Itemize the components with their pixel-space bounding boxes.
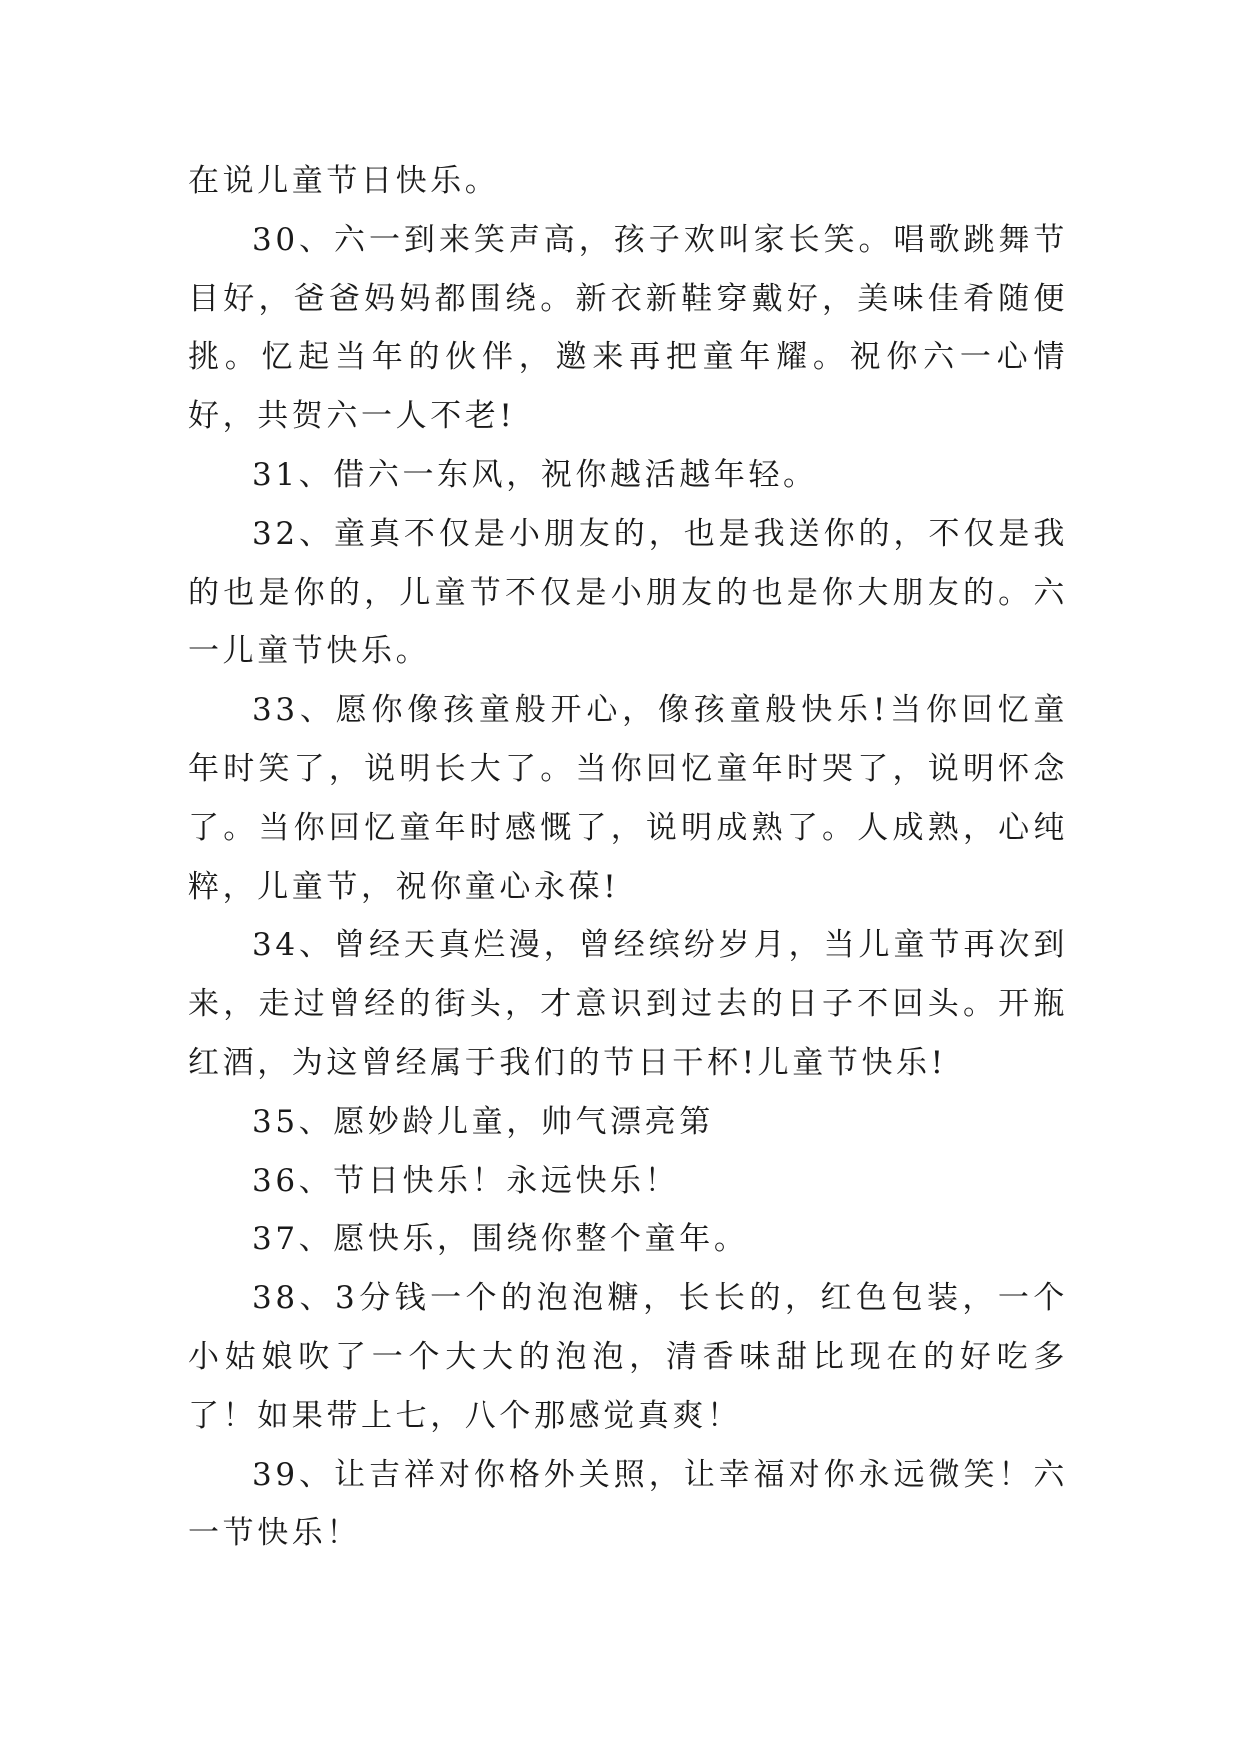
paragraph-39: 39、让吉祥对你格外关照，让幸福对你永远微笑！六一节快乐！	[188, 1456, 1068, 1552]
paragraph-35: 35、愿妙龄儿童，帅气漂亮第	[252, 1103, 714, 1140]
paragraph-34: 34、曾经天真烂漫，曾经缤纷岁月，当儿童节再次到来，走过曾经的街头，才意识到过去的日子不回头。开瓶红酒，为这曾经属于我们的节日干杯!儿童节快乐!	[188, 927, 1068, 1081]
paragraph-33: 33、愿你像孩童般开心，像孩童般快乐!当你回忆童年时笑了，说明长大了。当你回忆童年时哭了，说明怀念了。当你回忆童年时感慨了，说明成熟了。人成熟，心纯粹，儿童节，祝你童心永葆!	[188, 692, 1068, 905]
paragraph-38: 38、3分钱一个的泡泡糖，长长的，红色包装，一个小姑娘吹了一个大大的泡泡，清香味甜比现在的好吃多了！如果带上七，八个那感觉真爽！	[188, 1280, 1068, 1434]
paragraph-36: 36、节日快乐！永远快乐！	[252, 1162, 680, 1199]
paragraph-31: 31、借六一东风，祝你越活越年轻。	[252, 456, 818, 493]
paragraph-37: 37、愿快乐，围绕你整个童年。	[252, 1221, 749, 1258]
paragraph-30: 30、六一到来笑声高，孩子欢叫家长笑。唱歌跳舞节目好，爸爸妈妈都围绕。新衣新鞋穿戴好，美味佳肴随便挑。忆起当年的伙伴，邀来再把童年耀。祝你六一心情好，共贺六一人不老!	[188, 221, 1068, 435]
document-page	[188, 152, 1068, 1563]
paragraph-continued: 在说儿童节日快乐。	[188, 163, 500, 199]
paragraph-32: 32、童真不仅是小朋友的，也是我送你的，不仅是我的也是你的，儿童节不仅是小朋友的也是你大朋友的。六一儿童节快乐。	[188, 515, 1068, 670]
